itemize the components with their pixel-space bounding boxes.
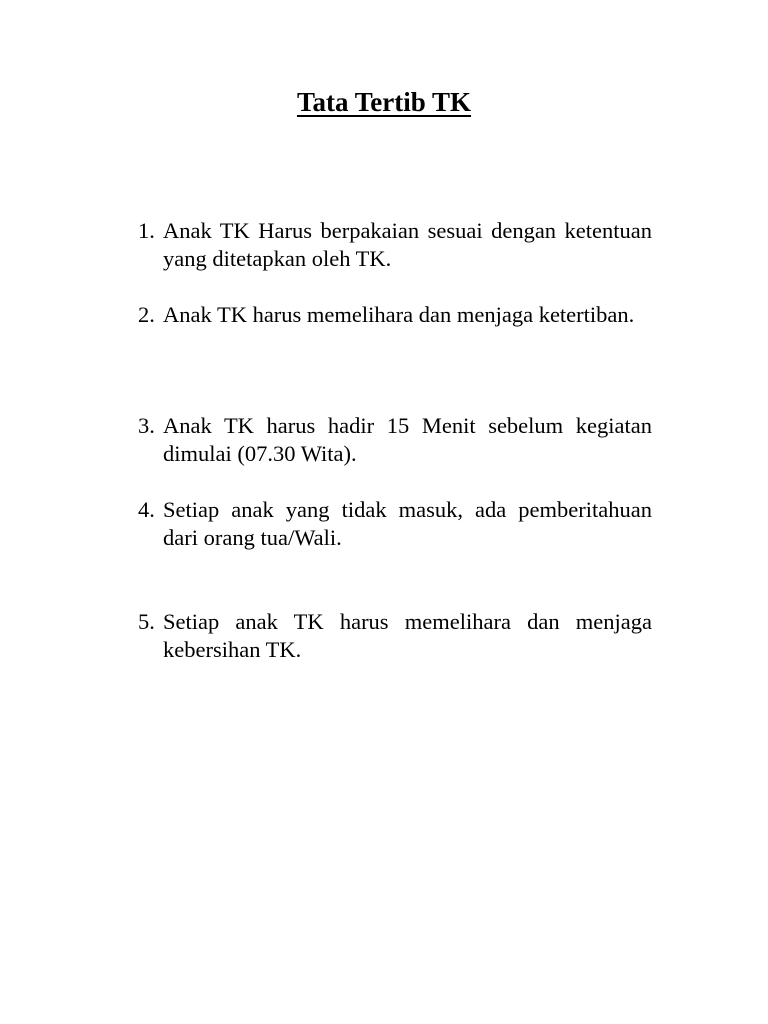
rule-number: 1. (138, 218, 155, 243)
rule-item-3 (138, 412, 652, 468)
page-title (0, 86, 768, 118)
rule-item-2 (138, 301, 652, 329)
rule-number: 3. (138, 413, 155, 438)
rule-text: Anak TK Harus berpakaian sesuai dengan ketentuan yang ditetapkan oleh TK. (163, 218, 652, 271)
rule-text: Anak TK harus hadir 15 Menit sebelum kegiatan dimulai (07.30 Wita). (163, 413, 652, 466)
rule-number: 4. (138, 497, 155, 522)
rule-text: Setiap anak yang tidak masuk, ada pemberitahuan dari orang tua/Wali. (163, 497, 652, 550)
rule-text: Setiap anak TK harus memelihara dan menjaga kebersihan TK. (163, 609, 652, 662)
rule-item-5 (138, 608, 652, 664)
rule-number: 5. (138, 609, 155, 634)
rule-item-4 (138, 496, 652, 552)
page-title-text: Tata Tertib TK (296, 87, 472, 117)
rule-item-1 (138, 217, 652, 273)
rule-text: Anak TK harus memelihara dan menjaga ketertiban. (163, 302, 635, 327)
rule-number: 2. (138, 302, 155, 327)
